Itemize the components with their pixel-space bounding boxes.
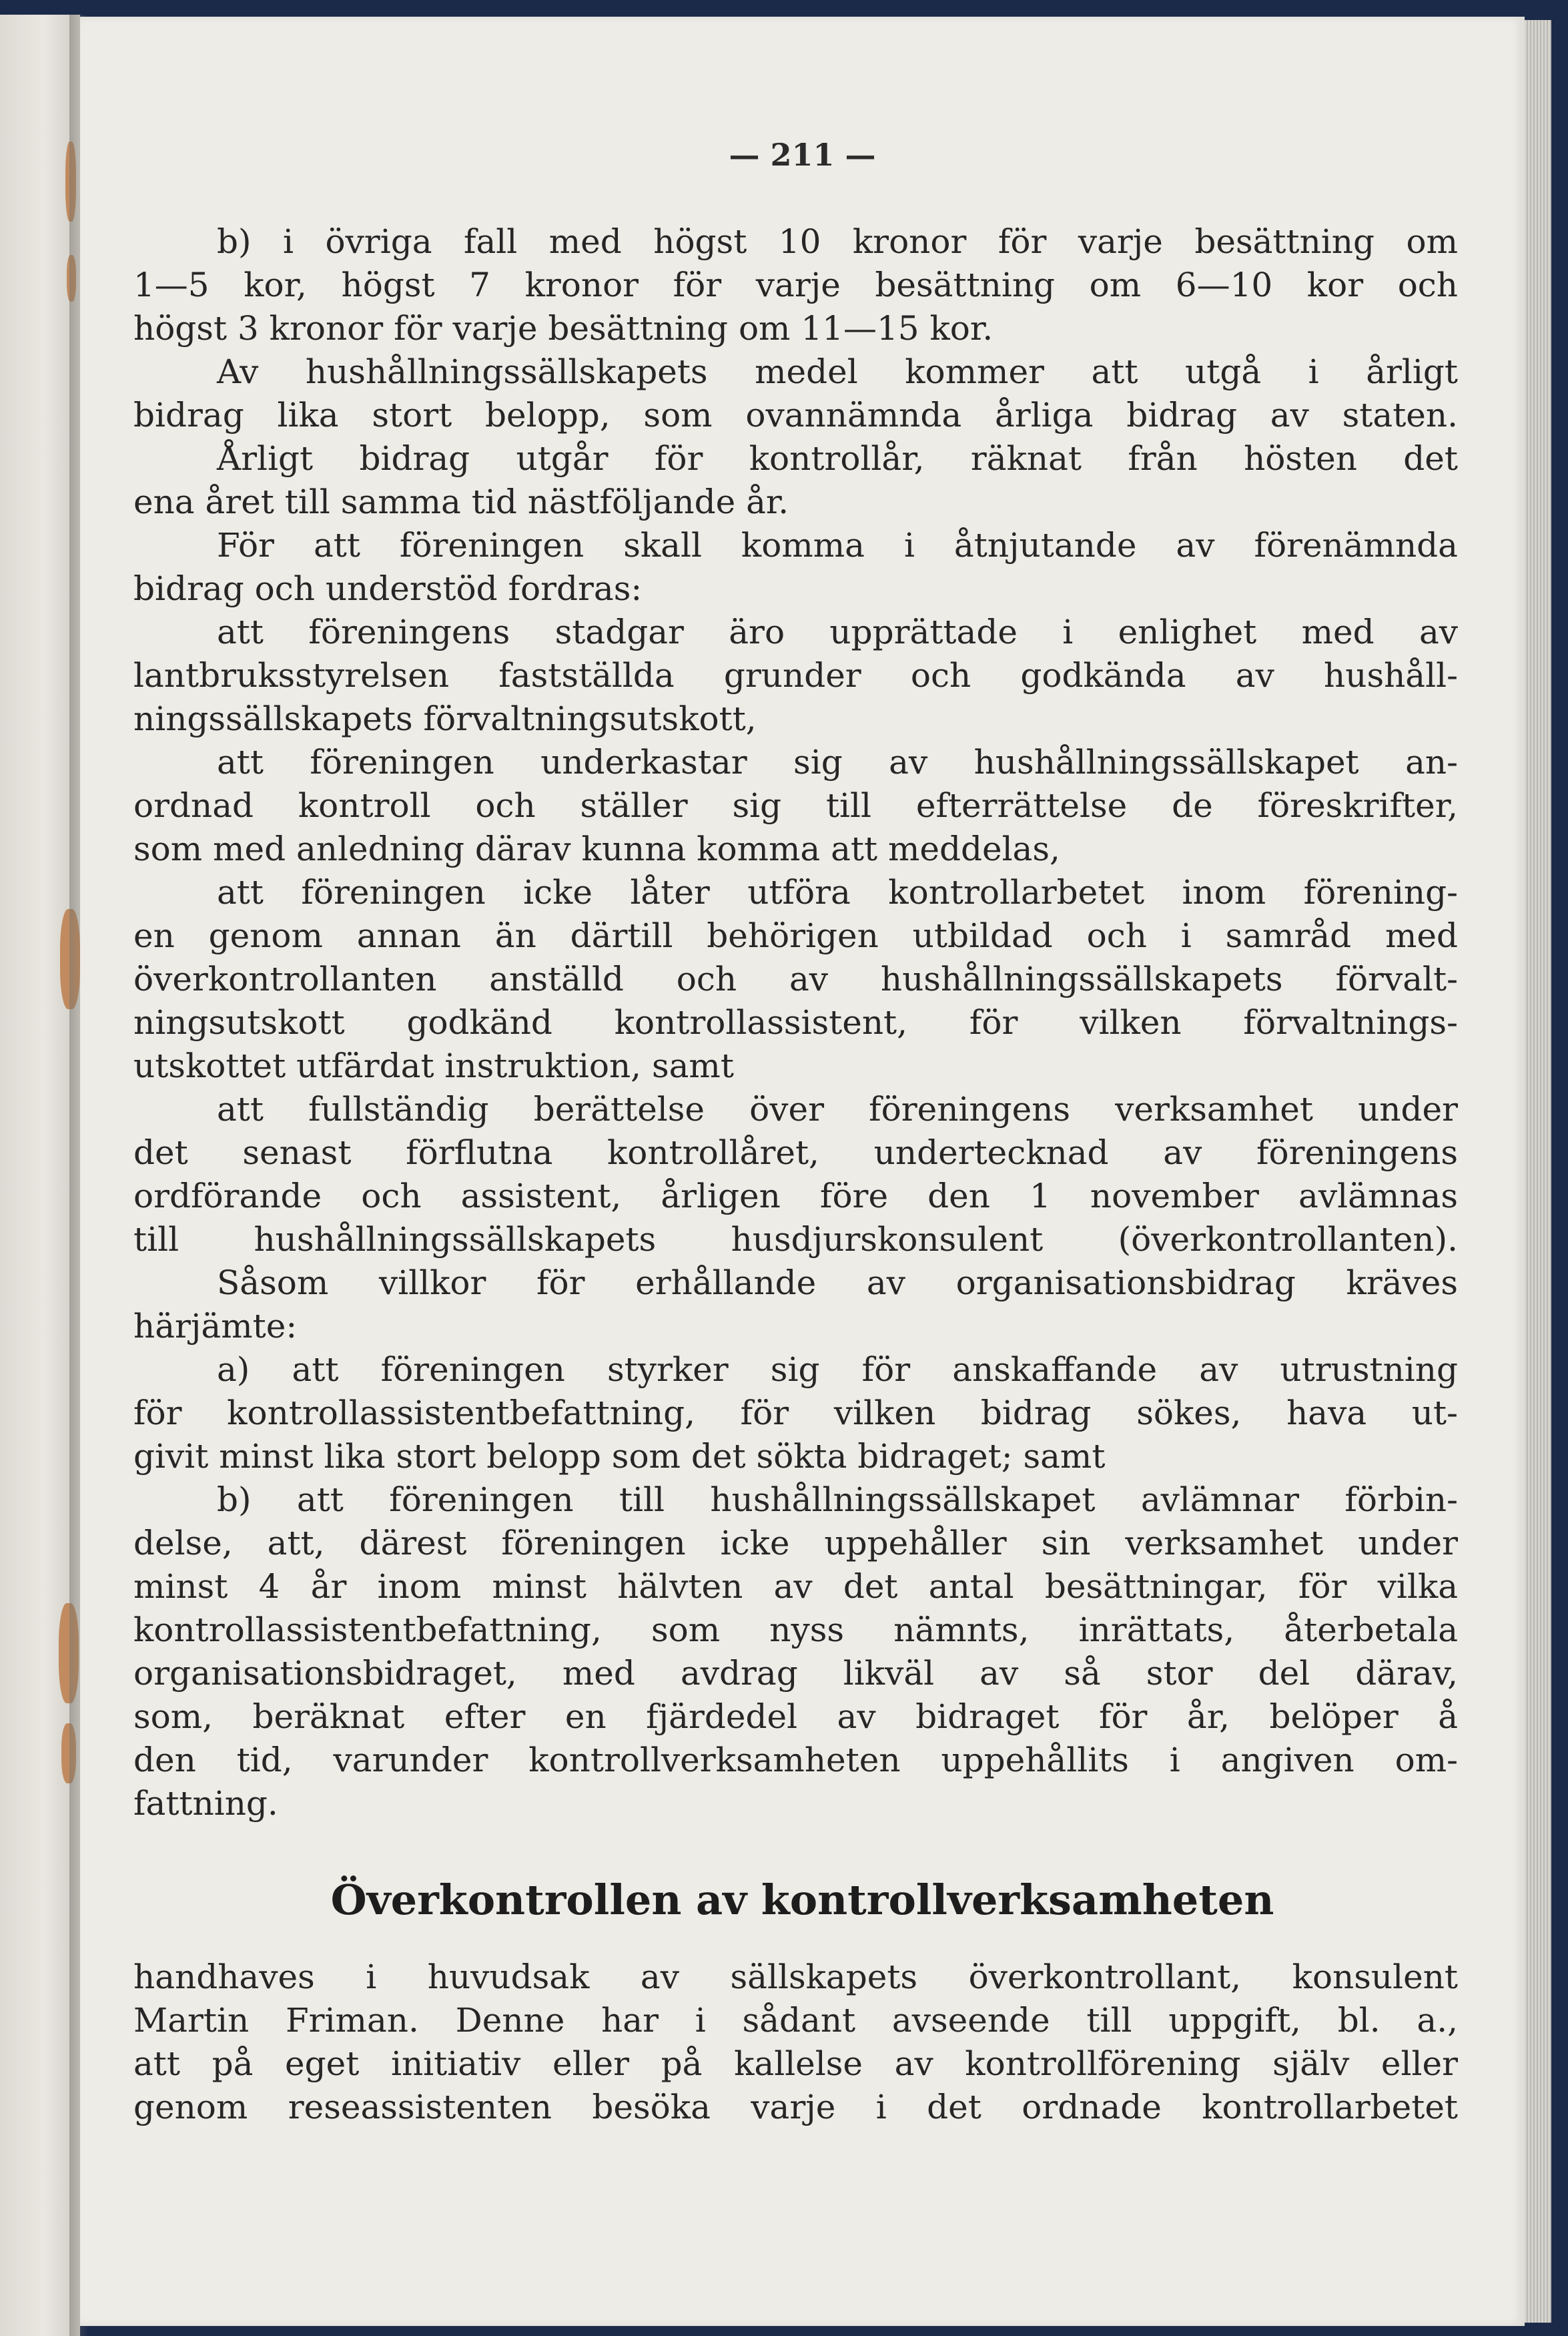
- text-line: härjämte:: [133, 1307, 298, 1346]
- text-line: b) att föreningen till hushållningssällskapet avlämnar förbin-: [217, 1480, 1458, 1519]
- body-text: [133, 220, 1458, 1825]
- text-line: ningssällskapets förvaltningsutskott,: [133, 699, 757, 738]
- text-line: kontrollassistentbefattning, som nyss nämnts, inrättats, återbetala: [133, 1611, 1458, 1649]
- text-line: att föreningen icke låter utföra kontrollarbetet inom förening-: [217, 873, 1458, 912]
- text-line: en genom annan än därtill behörigen utbildad och i samråd med: [133, 916, 1458, 955]
- text-line: den tid, varunder kontrollverksamheten uppehållits i angiven om-: [133, 1741, 1458, 1779]
- text-line: att fullständig berättelse över föreningens verksamhet under: [217, 1090, 1458, 1129]
- text-line: ningsutskott godkänd kontrollassistent, för vilken förvaltnings-: [133, 1003, 1458, 1042]
- text-line: genom reseassistenten besöka varje i det ordnade kontrollarbetet: [133, 2088, 1458, 2126]
- page-number: — 211 —: [729, 137, 876, 173]
- text-line: organisationsbidraget, med avdrag likväl av så stor del därav,: [133, 1654, 1458, 1693]
- left-page-edge: [0, 15, 80, 2336]
- text-line: ordförande och assistent, årligen före den 1 november avlämnas: [133, 1177, 1458, 1215]
- text-line: b) i övriga fall med högst 10 kronor för varje besättning om: [217, 222, 1458, 261]
- text-line: att föreningens stadgar äro upprättade i enlighet med av: [217, 613, 1458, 651]
- text-line: För att föreningen skall komma i åtnjutande av förenämnda: [217, 526, 1458, 565]
- body-text-continued: [133, 1956, 1458, 2129]
- text-line: Av hushållningssällskapets medel kommer att utgå i årligt: [217, 352, 1458, 391]
- text-line: bidrag och understöd fordras:: [133, 569, 643, 608]
- page-edges: [1525, 20, 1551, 2323]
- text-line: att föreningen underkastar sig av hushållningssällskapet an-: [217, 743, 1458, 782]
- text-line: a) att föreningen styrker sig för anskaffande av utrustning: [217, 1350, 1458, 1389]
- text-line: överkontrollanten anställd och av hushållningssällskapets förvalt-: [133, 960, 1458, 998]
- text-line: det senast förflutna kontrollåret, undertecknad av föreningens: [133, 1133, 1458, 1172]
- text-line: till hushållningssällskapets husdjurskonsulent (överkontrollanten).: [133, 1220, 1458, 1259]
- text-line: att på eget initiativ eller på kallelse av kontrollförening själv eller: [133, 2044, 1458, 2083]
- section-heading: Överkontrollen av kontrollverksamheten: [330, 1875, 1274, 1924]
- text-line: Årligt bidrag utgår för kontrollår, räknat från hösten det: [217, 439, 1458, 478]
- text-line: ena året till samma tid nästföljande år.: [133, 483, 789, 521]
- text-line: som, beräknat efter en fjärdedel av bidraget för år, belöper å: [133, 1697, 1458, 1736]
- text-line: Martin Friman. Denne har i sådant avseende till uppgift, bl. a.,: [133, 2001, 1458, 2040]
- text-line: handhaves i huvudsak av sällskapets överkontrollant, konsulent: [133, 1958, 1458, 1996]
- text-line: Såsom villkor för erhållande av organisationsbidrag kräves: [217, 1263, 1458, 1302]
- text-line: utskottet utfärdat instruktion, samt: [133, 1047, 734, 1085]
- text-line: minst 4 år inom minst hälvten av det antal besättningar, för vilka: [133, 1567, 1458, 1606]
- text-line: givit minst lika stort belopp som det sökta bidraget; samt: [133, 1437, 1106, 1476]
- text-line: 1—5 kor, högst 7 kronor för varje besättning om 6—10 kor och: [133, 266, 1458, 304]
- text-line: för kontrollassistentbefattning, för vilken bidrag sökes, hava ut-: [133, 1394, 1458, 1432]
- text-line: fattning.: [133, 1784, 278, 1823]
- text-line: bidrag lika stort belopp, som ovannämnda årliga bidrag av staten.: [133, 396, 1458, 434]
- text-line: delse, att, därest föreningen icke uppehåller sin verksamhet under: [133, 1524, 1458, 1562]
- text-line: ordnad kontroll och ställer sig till efterrättelse de föreskrifter,: [133, 786, 1458, 825]
- text-line: högst 3 kronor för varje besättning om 11—15 kor.: [133, 309, 994, 348]
- text-line: lantbruksstyrelsen fastställda grunder och godkända av hushåll-: [133, 656, 1458, 695]
- book-page: [80, 17, 1525, 2326]
- text-line: som med anledning därav kunna komma att meddelas,: [133, 830, 1060, 868]
